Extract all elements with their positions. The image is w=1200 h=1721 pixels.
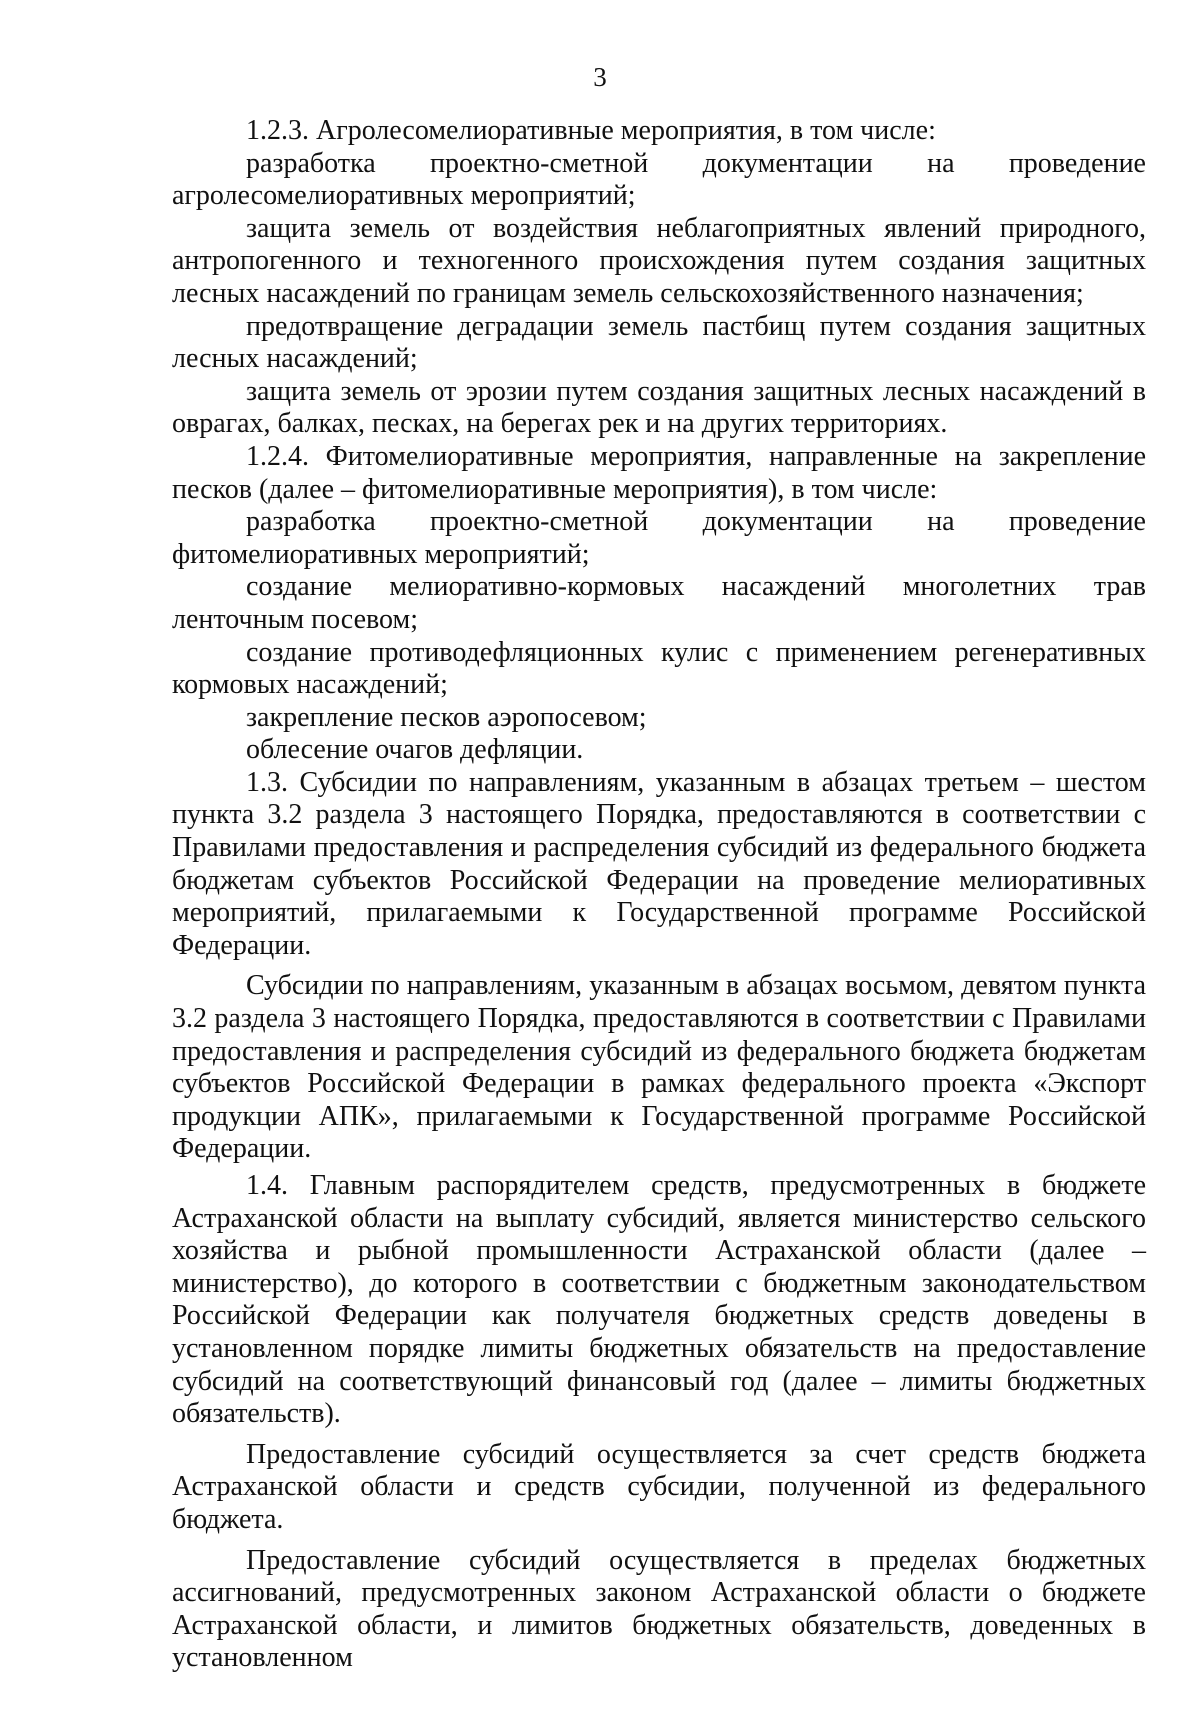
paragraph-list-item: создание противодефляционных кулис с применением регенеративных кормовых насаждений; [172,636,1146,701]
paragraph-list-item: предотвращение деградации земель пастбищ путем создания защитных лесных насаждений; [172,310,1146,375]
paragraph-1-2-4-heading: 1.2.4. Фитомелиоративные мероприятия, направленные на закрепление песков (далее – фитомелиоративные мероприятия), в том числе: [172,440,1146,505]
paragraph-list-item: разработка проектно-сметной документации на проведение агролесомелиоративных мероприятий; [172,147,1146,212]
paragraph-list-item: разработка проектно-сметной документации на проведение фитомелиоративных мероприятий; [172,506,1146,570]
page-number: 3 [593,62,607,92]
paragraph-list-item: облесение очагов дефляции. [246,734,584,766]
document-body [172,115,1146,1675]
paragraph-list-item: защита земель от эрозии путем создания защитных лесных насаждений в оврагах, балках, песках, на берегах рек и на других территориях. [172,375,1146,440]
paragraph-list-item: закрепление песков аэропосевом; [246,701,647,733]
paragraph-list-item: защита земель от воздействия неблагоприятных явлений природного, антропогенного и техногенного происхождения путем создания защитных лесных насаждений по границам земель сельскохозяйственного назначения; [172,212,1146,309]
paragraph-list-item: создание мелиоративно-кормовых насаждений многолетних трав ленточным посевом; [172,571,1146,635]
paragraph-funding-source: Предоставление субсидий осуществляется за счет средств бюджета Астраханской области и средств субсидии, полученной из федерального бюджета. [172,1438,1146,1535]
paragraph-1-4: 1.4. Главным распорядителем средств, предусмотренных в бюджете Астраханской области на выплату субсидий, является министерство сельского хозяйства и рыбной промышленности Астраханской области (далее – министерство), до которого в соответствии с бюджетным законодательством Российской Федерации как получателя бюджетных средств доведены в установленном порядке лимиты бюджетных обязательств на предоставление субсидий на соответствующий финансовый год (далее – лимиты бюджетных обязательств). [172,1170,1146,1430]
paragraph-funding-limits: Предоставление субсидий осуществляется в пределах бюджетных ассигнований, предусмотренных законом Астраханской области о бюджете Астраханской области, и лимитов бюджетных обязательств, доведенных в установленном [172,1544,1146,1674]
paragraph-1-3: 1.3. Субсидии по направлениям, указанным в абзацах третьем – шестом пункта 3.2 раздела 3 настоящего Порядка, предоставляются в соответствии с Правилами предоставления и распределения субсидий из федерального бюджета бюджетам субъектов Российской Федерации на проведение мелиоративных мероприятий, прилагаемыми к Государственной программе Российской Федерации. [172,766,1146,961]
paragraph-subsidies-export: Субсидии по направлениям, указанным в абзацах восьмом, девятом пункта 3.2 раздела 3 настоящего Порядка, предоставляются в соответствии с Правилами предоставления и распределения субсидий из федерального бюджета бюджетам субъектов Российской Федерации в рамках федерального проекта «Экспорт продукции АПК», прилагаемыми к Государственной программе Российской Федерации. [172,970,1146,1165]
paragraph-1-2-3-heading: 1.2.3. Агролесомелиоративные мероприятия, в том числе: [246,115,936,146]
